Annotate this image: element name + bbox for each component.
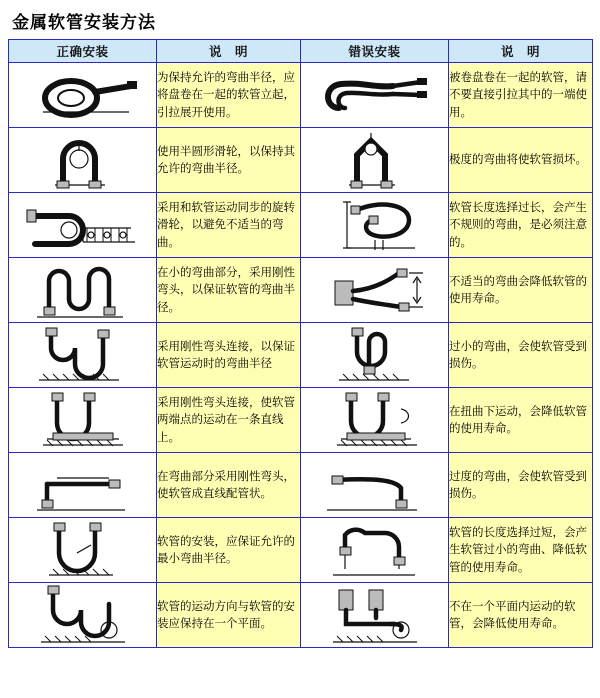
note-cell: 软管的安装，应保证允许的最小弯曲半径。	[157, 518, 301, 583]
table-row	[9, 323, 593, 388]
torsional-motion-icon	[301, 388, 449, 453]
note-cell: 在弯曲部分采用刚性弯头，使软管成直线配管状。	[157, 453, 301, 518]
note-cell: 软管的长度选择过短，会产生软管过小的弯曲、降低软管的使用寿命。	[449, 518, 593, 583]
table-row	[9, 63, 593, 128]
note-cell: 极度的弯曲将使软管损坏。	[449, 128, 593, 193]
header-correct-install: 正确安装	[9, 40, 157, 63]
header-note-right: 说 明	[449, 40, 593, 63]
note-cell: 为保持允许的弯曲半径，应将盘卷在一起的软管立起，引拉展开使用。	[157, 63, 301, 128]
table-row	[9, 453, 593, 518]
rigid-elbow-straight-piping-icon	[9, 453, 157, 518]
rigid-elbow-connection-u-icon	[9, 323, 157, 388]
excess-length-irregular-bend-icon	[301, 193, 449, 258]
semicircle-sheave-icon	[9, 128, 157, 193]
note-cell: 在小的弯曲部分，采用刚性弯头，以保证软管的弯曲半径。	[157, 258, 301, 323]
table-header-row	[9, 40, 593, 63]
note-cell: 不在一个平面内运动的软管，会降低使用寿命。	[449, 583, 593, 648]
note-cell: 采用刚性弯头连接，以保证软管运动时的弯曲半径	[157, 323, 301, 388]
table-row	[9, 193, 593, 258]
excess-bending-damage-icon	[301, 453, 449, 518]
rigid-elbow-small-bend-icon	[9, 258, 157, 323]
table-row	[9, 258, 593, 323]
coiled-hose-standing-icon	[9, 63, 157, 128]
table-row	[9, 128, 593, 193]
motion-in-same-plane-icon	[9, 583, 157, 648]
header-note-left: 说 明	[157, 40, 301, 63]
note-cell: 软管的运动方向与软管的安装应保持在一个平面。	[157, 583, 301, 648]
note-cell: 不适当的弯曲会降低软管的使用寿命。	[449, 258, 593, 323]
note-cell: 采用刚性弯头连接，使软管两端点的运动在一条直线上。	[157, 388, 301, 453]
too-small-bend-damage-icon	[301, 323, 449, 388]
table-row	[9, 518, 593, 583]
note-cell: 软管长度选择过长，会产生不规则的弯曲，是必须注意的。	[449, 193, 593, 258]
note-cell: 过小的弯曲，会使软管受到损伤。	[449, 323, 593, 388]
page-title: 金属软管安装方法	[12, 13, 156, 33]
table-row	[9, 583, 593, 648]
note-cell: 过度的弯曲，会使软管受到损伤。	[449, 453, 593, 518]
minimum-bend-radius-u-icon	[9, 518, 157, 583]
note-cell: 被卷盘卷在一起的软管，请不要直接引拉其中的一端使用。	[449, 63, 593, 128]
sharp-bend-sheave-icon	[301, 128, 449, 193]
motion-out-of-plane-icon	[301, 583, 449, 648]
note-cell: 采用和软管运动同步的旋转滑轮，以避免不适当的弯曲。	[157, 193, 301, 258]
rigid-elbow-straight-line-motion-icon	[9, 388, 157, 453]
coiled-hose-pulled-straight-icon	[301, 63, 449, 128]
note-cell: 使用半圆形滑轮，以保持其允许的弯曲半径。	[157, 128, 301, 193]
installation-methods-table	[8, 39, 593, 648]
note-cell: 在扭曲下运动，会降低软管的使用寿命。	[449, 388, 593, 453]
header-wrong-install: 错误安装	[301, 40, 449, 63]
excess-length-small-bend-icon	[301, 518, 449, 583]
table-row	[9, 388, 593, 453]
synchronized-rotating-sheave-icon	[9, 193, 157, 258]
improper-bend-shortens-life-icon	[301, 258, 449, 323]
